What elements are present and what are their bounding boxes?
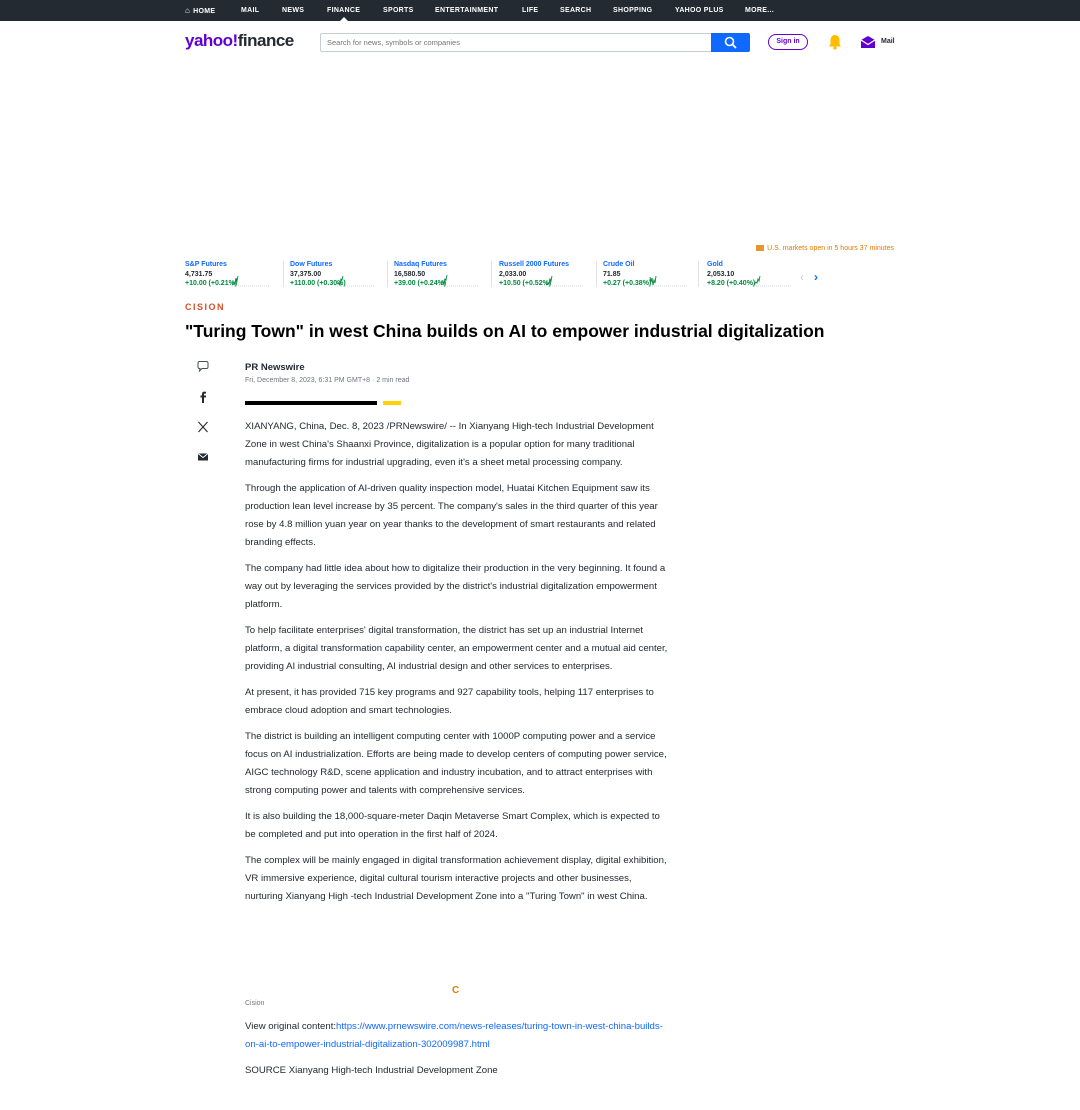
ticker-prev-arrow-icon[interactable]: ‹ — [800, 270, 804, 284]
comment-icon[interactable] — [195, 359, 211, 375]
facebook-icon[interactable] — [195, 389, 211, 405]
article-paragraph: Through the application of AI-driven quality inspection model, Huatai Kitchen Equipment saw its production lean level increase by 35 percent. The company's sales in the third quarter of this year rose by 4.8 million yuan year on year thanks to the development of smart restaurants and related branding effects. — [245, 483, 658, 548]
article-paragraph: The complex will be mainly engaged in digital transformation achievement display, digital exhibition, VR immersive experience, digital cultural tourism interactive projects and other businesses, nurturing Xianyang High -tech Industrial Development Zone into a "Turing Town" in west China. — [245, 855, 667, 902]
search-icon — [711, 33, 750, 52]
article-paragraph: The company had little idea about how to digitalize their production in the very beginning. It found a way out by leveraging the services provided by the district's industrial digitalization empowerment platform. — [245, 563, 666, 610]
article-paragraph: To help facilitate enterprises' digital transformation, the district has set up an industrial Internet platform, a digital transformation capability center, an empowerment center and a mutual aid center, providing AI industrial consulting, AI industrial design and other services to enterprises. — [245, 625, 668, 672]
sparkline-chart — [230, 272, 270, 288]
nav-search[interactable]: SEARCH — [560, 7, 592, 14]
ticker-divider — [387, 261, 388, 287]
market-status: U.S. markets open in 5 hours 37 minutes — [756, 245, 894, 252]
divider-black — [245, 401, 377, 405]
sparkline-chart — [648, 272, 688, 288]
article-paragraph: XIANYANG, China, Dec. 8, 2023 /PRNewswire/ -- In Xianyang High-tech Industrial Development Zone in west China's Shaanxi Province, digitalization is a popular option for many traditional manufacturing firms for industrial upgrading, even it's a sheet metal processing company. — [245, 421, 654, 468]
article-paragraph: The district is building an intelligent computing center with 1000P computing power and a service focus on AI industrialization. Efforts are being made to develop centers of computing power service, AIGC technology R&D, scene application and industry incubation, and to attract enterprises with strong computing power and talents with comprehensive services. — [245, 731, 667, 796]
original-content-link[interactable]: https://www.prnewswire.com/news-releases/turing-town-in-west-china-builds-on-ai-to-empower-industrial-digitalization-302009987.html — [245, 1021, 663, 1050]
home-icon: ⌂ — [185, 6, 191, 15]
mail-icon[interactable] — [860, 35, 876, 49]
nav-shopping[interactable]: SHOPPING — [613, 7, 653, 14]
nav-home[interactable]: ⌂ HOME — [185, 6, 216, 15]
ticker-divider — [596, 261, 597, 287]
sparkline-chart — [752, 272, 792, 288]
cision-provider-logo[interactable]: CISION — [185, 302, 226, 312]
us-flag-icon — [756, 245, 764, 251]
nav-mail[interactable]: MAIL — [241, 7, 260, 14]
article-source: SOURCE Xianyang High-tech Industrial Development Zone — [245, 1065, 498, 1076]
ticker-gold[interactable]: Gold 2,053.10 +8.20 (+0.40%) — [707, 261, 807, 291]
divider-yellow — [383, 401, 401, 405]
search-button[interactable] — [711, 33, 750, 52]
ticker-divider — [283, 261, 284, 287]
x-twitter-icon[interactable] — [195, 419, 211, 435]
nav-entertainment[interactable]: ENTERTAINMENT — [435, 7, 499, 14]
yahoo-finance-logo[interactable]: yahoo!finance — [185, 31, 294, 50]
nav-finance[interactable]: FINANCE — [327, 0, 360, 21]
ticker-next-arrow-icon[interactable]: › — [814, 270, 818, 284]
nav-news[interactable]: NEWS — [282, 7, 305, 14]
ticker-crude-oil[interactable]: Crude Oil 71.85 +0.27 (+0.38%) — [603, 261, 703, 291]
ticker-sp-futures[interactable]: S&P Futures 4,731.75 +10.00 (+0.21%) — [185, 261, 285, 291]
sparkline-chart — [335, 272, 375, 288]
ticker-russell-futures[interactable]: Russell 2000 Futures 2,033.00 +10.50 (+0.52%) — [499, 261, 599, 291]
nav-sports[interactable]: SPORTS — [383, 7, 414, 14]
article-title: "Turing Town" in west China builds on AI to empower industrial digitalization — [185, 321, 825, 341]
view-original-content: View original content:https://www.prnewswire.com/news-releases/turing-town-in-west-china-builds-on-ai-to-empower-industrial-digitalization-302009987.html — [245, 1021, 663, 1050]
search-input[interactable] — [320, 33, 712, 52]
top-nav — [0, 0, 1080, 21]
mail-label[interactable]: Mail — [881, 38, 895, 45]
article-author[interactable]: PR Newswire — [245, 362, 305, 373]
nav-life[interactable]: LIFE — [522, 7, 539, 14]
article-body — [245, 418, 670, 914]
ticker-dow-futures[interactable]: Dow Futures 37,375.00 +110.00 (+0.30%) — [290, 261, 390, 291]
nav-yahoo-plus[interactable]: YAHOO PLUS — [675, 7, 724, 14]
ticker-divider — [698, 261, 699, 287]
bell-icon[interactable] — [826, 33, 844, 51]
sign-in-button[interactable]: Sign in — [768, 34, 808, 50]
article-dateline: Fri, December 8, 2023, 6:31 PM GMT+8 · 2 min read — [245, 377, 410, 384]
ticker-divider — [491, 261, 492, 287]
article-paragraph: At present, it has provided 715 key programs and 927 capability tools, helping 117 enterprises to embrace cloud adoption and smart technologies. — [245, 687, 654, 716]
cision-caption: Cision — [245, 1000, 265, 1007]
ticker-nasdaq-futures[interactable]: Nasdaq Futures 16,580.50 +39.00 (+0.24%) — [394, 261, 494, 291]
sparkline-chart — [439, 272, 479, 288]
nav-more[interactable]: MORE... — [745, 7, 774, 14]
email-share-icon[interactable] — [195, 449, 211, 465]
article-paragraph: It is also building the 18,000-square-meter Daqin Metaverse Smart Complex, which is expected to be completed and put into operation in the first half of 2024. — [245, 811, 660, 840]
cision-inline-logo-icon: C — [452, 985, 460, 996]
sparkline-chart — [544, 272, 584, 288]
